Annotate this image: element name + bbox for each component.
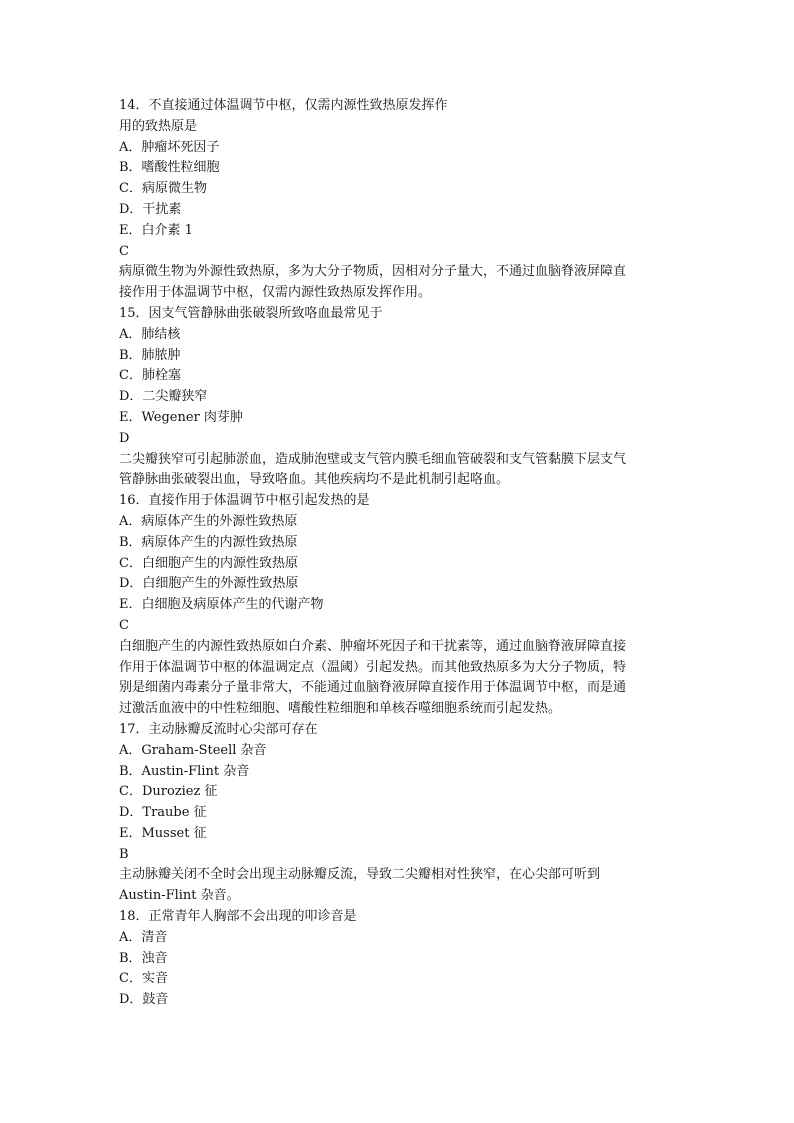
answer-option: B．浊音 xyxy=(119,950,168,966)
answer-explanation: 接作用于体温调节中枢，仅需内源性致热原发挥作用。 xyxy=(119,285,432,301)
correct-answer: B xyxy=(119,846,129,862)
answer-option: C．白细胞产生的内源性致热原 xyxy=(119,555,298,571)
answer-option: C．肺栓塞 xyxy=(119,368,181,384)
answer-option: C．Duroziez 征 xyxy=(119,784,218,800)
answer-option: B．Austin-Flint 杂音 xyxy=(119,763,250,779)
question-list xyxy=(119,96,679,1011)
question-stem: 14．不直接通过体温调节中枢，仅需内源性致热原发挥作 xyxy=(119,98,448,113)
question-stem: 17．主动脉瓣反流时心尖部可存在 xyxy=(119,721,318,737)
answer-explanation: 病原微生物为外源性致热原，多为大分子物质，因相对分子量大，不通过血脑脊液屏障直 xyxy=(119,264,627,280)
answer-option: E．白介素 1 xyxy=(119,222,193,238)
answer-explanation: 过激活血液中的中性粒细胞、嗜酸性粒细胞和单核吞噬细胞系统而引起发热。 xyxy=(119,701,562,717)
question-block xyxy=(119,720,679,907)
answer-option: E．白细胞及病原体产生的代谢产物 xyxy=(119,597,324,613)
answer-option: B．嗜酸性粒细胞 xyxy=(119,160,220,176)
answer-option: D．干扰素 xyxy=(119,201,182,217)
question-block xyxy=(119,96,679,304)
answer-explanation: Austin-Flint 杂音。 xyxy=(119,888,240,904)
answer-option: D．鼓音 xyxy=(119,992,169,1008)
answer-option: A．肿瘤坏死因子 xyxy=(119,139,220,155)
question-block xyxy=(119,491,679,720)
answer-explanation: 主动脉瓣关闭不全时会出现主动脉瓣反流，导致二尖瓣相对性狭窄，在心尖部可听到 xyxy=(119,867,601,883)
answer-option: D．Traube 征 xyxy=(119,805,207,821)
answer-option: A．肺结核 xyxy=(119,326,181,342)
answer-option: C．实音 xyxy=(119,971,168,987)
correct-answer: C xyxy=(119,617,129,633)
answer-explanation: 别是细菌内毒素分子量非常大，不能通过血脑脊液屏障直接作用于体温调节中枢，而是通 xyxy=(119,680,627,696)
answer-option: B．肺脓肿 xyxy=(119,347,181,363)
correct-answer: D xyxy=(119,430,130,446)
answer-explanation: 管静脉曲张破裂出血，导致咯血。其他疾病均不是此机制引起咯血。 xyxy=(119,472,510,488)
answer-option: D．二尖瓣狭窄 xyxy=(119,389,208,405)
question-block xyxy=(119,907,679,1011)
answer-explanation: 二尖瓣狭窄可引起肺淤血，造成肺泡壁或支气管内膜毛细血管破裂和支气管黏膜下层支气 xyxy=(119,451,627,467)
answer-option: D．白细胞产生的外源性致热原 xyxy=(119,576,299,592)
correct-answer: C xyxy=(119,243,129,259)
question-block xyxy=(119,304,679,491)
question-stem: 18．正常青年人胸部不会出现的叩诊音是 xyxy=(119,909,357,925)
answer-option: B．病原体产生的内源性致热原 xyxy=(119,534,298,550)
question-stem: 用的致热原是 xyxy=(119,118,198,134)
answer-explanation: 作用于体温调节中枢的体温调定点（温阈）引起发热。而其他致热原多为大分子物质，特 xyxy=(119,659,627,675)
answer-option: A．病原体产生的外源性致热原 xyxy=(119,513,298,529)
question-stem: 16．直接作用于体温调节中枢引起发热的是 xyxy=(119,493,370,509)
answer-option: E．Musset 征 xyxy=(119,825,207,841)
question-stem: 15．因支气管静脉曲张破裂所致咯血最常见于 xyxy=(119,305,383,321)
answer-option: A．Graham-Steell 杂音 xyxy=(119,742,267,758)
answer-explanation: 白细胞产生的内源性致热原如白介素、肿瘤坏死因子和干扰素等，通过血脑脊液屏障直接 xyxy=(119,638,627,654)
answer-option: A．清音 xyxy=(119,929,168,945)
answer-option: C．病原微生物 xyxy=(119,181,207,197)
answer-option: E．Wegener 肉芽肿 xyxy=(119,409,243,425)
